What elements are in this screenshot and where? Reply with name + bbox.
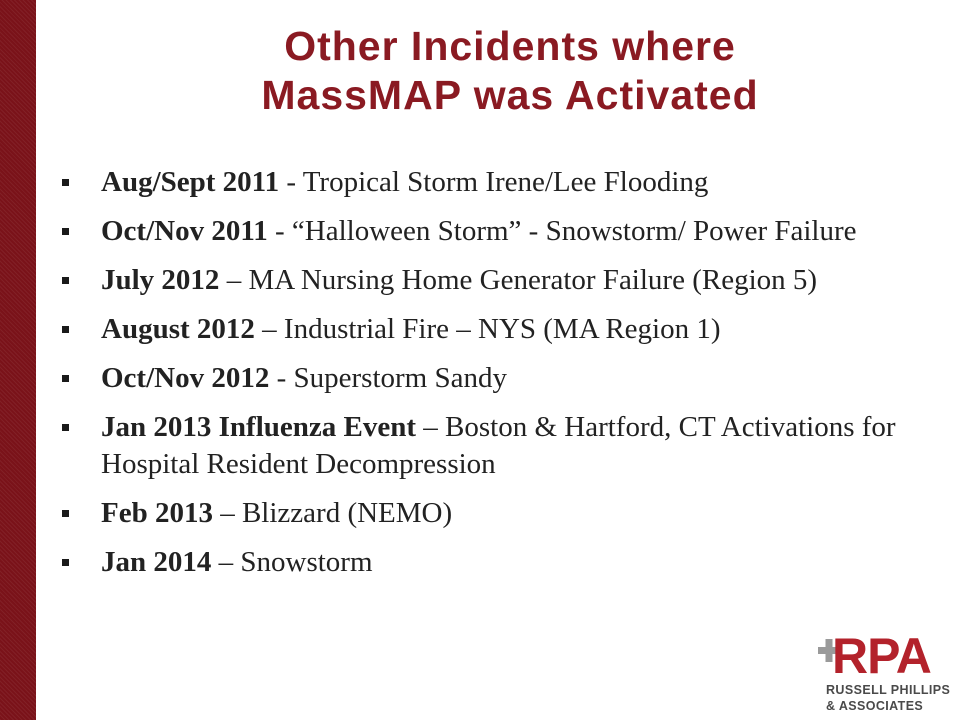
rpa-logo-mark — [818, 628, 954, 678]
incident-description: – MA Nursing Home Generator Failure (Region 5) — [219, 264, 818, 296]
bullet-square-icon — [62, 375, 69, 382]
bullet-square-icon — [62, 510, 69, 517]
incident-date: Oct/Nov 2011 — [101, 215, 268, 247]
bullet-square-icon — [62, 326, 69, 333]
list-item — [62, 262, 912, 299]
incident-description: – Industrial Fire – NYS (MA Region 1) — [254, 313, 721, 345]
decorative-side-bar — [0, 0, 36, 720]
incident-date: Jan 2014 — [101, 546, 212, 578]
incident-description: – Blizzard (NEMO) — [212, 497, 453, 529]
list-item — [62, 360, 912, 397]
bullet-square-icon — [62, 179, 69, 186]
incident-date: Jan 2013 Influenza Event — [101, 411, 417, 443]
title-line-1: Other Incidents where — [284, 23, 736, 69]
incident-description: – Boston & Hartford, CT Activations for Hospital Resident Decompression — [101, 411, 896, 480]
bullet-square-icon — [62, 559, 69, 566]
logo-line-2: & ASSOCIATES — [826, 699, 924, 713]
incident-date: Aug/Sept 2011 — [101, 166, 280, 198]
incident-date: July 2012 — [101, 264, 220, 296]
incident-description: - Tropical Storm Irene/Lee Flooding — [279, 166, 709, 198]
list-item — [62, 544, 912, 581]
logo-line-1: RUSSELL PHILLIPS — [826, 683, 951, 697]
bullet-square-icon — [62, 424, 69, 431]
bullet-square-icon — [62, 277, 69, 284]
list-item — [62, 164, 912, 201]
slide-title — [100, 22, 920, 120]
bullet-square-icon — [62, 228, 69, 235]
rpa-logo — [818, 628, 956, 716]
list-item — [62, 495, 912, 532]
incident-date: August 2012 — [101, 313, 255, 345]
title-line-2: MassMAP was Activated — [261, 72, 759, 119]
incident-date: Oct/Nov 2012 — [101, 362, 270, 394]
incident-date: Feb 2013 — [101, 497, 213, 529]
incident-description: - “Halloween Storm” - Snowstorm/ Power Failure — [267, 215, 857, 247]
list-item — [62, 213, 912, 250]
list-item — [62, 409, 912, 483]
incident-description: – Snowstorm — [211, 546, 373, 578]
incident-list — [62, 164, 912, 593]
incident-description: - Superstorm Sandy — [269, 362, 507, 394]
list-item — [62, 311, 912, 348]
svg-text:RPA: RPA — [832, 628, 931, 678]
